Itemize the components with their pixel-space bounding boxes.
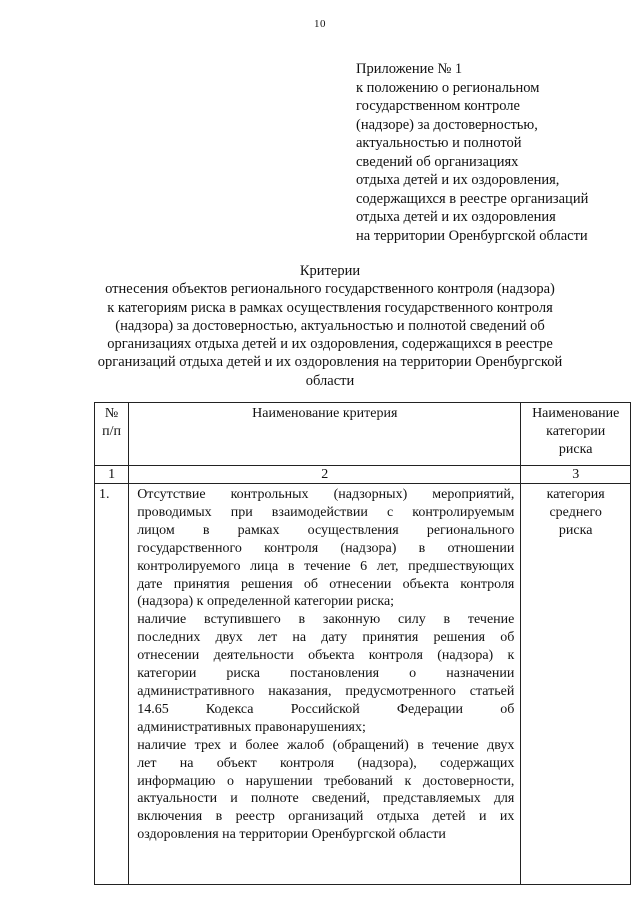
header-category-line: категории bbox=[546, 424, 606, 439]
criterion-line: административного наказания, предусмотренного статьей bbox=[137, 683, 515, 699]
criterion-text bbox=[129, 484, 521, 885]
criterion-line: административных правонарушениях; bbox=[137, 719, 366, 735]
appendix-line: к положению о региональном bbox=[356, 79, 540, 96]
appendix-line: на территории Оренбургской области bbox=[356, 227, 588, 244]
criterion-paragraph bbox=[137, 611, 514, 736]
row-number: 1. bbox=[95, 484, 129, 885]
header-category-line: риска bbox=[558, 442, 593, 457]
column-index: 3 bbox=[521, 466, 631, 484]
column-index: 1 bbox=[95, 466, 129, 484]
appendix-line: Приложение № 1 bbox=[356, 61, 463, 77]
appendix-line: актуальностью и полнотой bbox=[356, 135, 522, 151]
risk-category-line: категория bbox=[546, 487, 605, 502]
criteria-subtitle-line: области bbox=[305, 372, 355, 389]
appendix-line: сведений об организациях bbox=[356, 153, 519, 170]
appendix-line: отдыха детей и их оздоровления bbox=[356, 209, 556, 225]
criterion-line: информацию о нарушении требований к достоверности, bbox=[137, 773, 515, 789]
criterion-line: дате принятия решения об отнесении объекта контроля bbox=[137, 576, 515, 592]
header-number bbox=[95, 403, 129, 466]
criterion-line: наличие вступившего в законную силу в течение bbox=[137, 612, 515, 628]
criterion-line: Отсутствие контрольных (надзорных) мероприятий, bbox=[137, 487, 515, 502]
appendix-line: государственном контроле bbox=[356, 98, 520, 114]
header-criterion-name: Наименование критерия bbox=[129, 403, 521, 466]
criterion-line: отнесении деятельности объекта контроля (надзора) к bbox=[137, 648, 515, 664]
header-risk-category bbox=[521, 403, 631, 466]
criteria-subtitle-line: организациях отдыха детей и их оздоровления, содержащихся в реестре bbox=[107, 336, 553, 353]
criterion-line: оздоровления на территории Оренбургской области bbox=[137, 827, 446, 843]
column-index: 2 bbox=[129, 466, 521, 484]
appendix-line: содержащихся в реестре организаций bbox=[356, 190, 589, 207]
criterion-line: категории риска постановления о назначении bbox=[137, 666, 515, 682]
risk-category-line: риска bbox=[558, 523, 593, 538]
criterion-line: актуальности и полноте сведений, представляемых для bbox=[137, 791, 515, 807]
risk-category-line: среднего bbox=[549, 505, 602, 520]
criteria-title: Критерии bbox=[299, 263, 361, 279]
table-header-row bbox=[95, 403, 631, 466]
criteria-subtitle-line: (надзора) за достоверностью, актуальностью и полнотой сведений об bbox=[115, 317, 545, 334]
criterion-line: (надзора) к определенной категории риска; bbox=[137, 594, 395, 610]
risk-category bbox=[521, 484, 631, 885]
criteria-table bbox=[94, 402, 631, 885]
column-index-row bbox=[95, 466, 631, 484]
criterion-paragraph bbox=[137, 737, 514, 844]
header-number-line: п/п bbox=[102, 424, 122, 439]
page-number: 10 bbox=[314, 18, 326, 30]
criteria-subtitle-line: отнесения объектов регионального государственного контроля (надзора) bbox=[105, 281, 555, 298]
criterion-line: проводимых при взаимодействии с контролируемым bbox=[137, 504, 515, 520]
criterion-line: лицом в рамках осуществления регионального bbox=[137, 522, 515, 538]
criterion-line: 14.65 Кодекса Российской Федерации об bbox=[137, 701, 515, 717]
table-row bbox=[95, 484, 631, 885]
criteria-subtitle-line: к категориям риска в рамках осуществления государственного контроля bbox=[107, 299, 553, 316]
criterion-line: включения в реестр организаций отдыха детей и их bbox=[137, 809, 515, 825]
criterion-line: последних двух лет на дату принятия решения об bbox=[137, 630, 515, 646]
criterion-line: государственного контроля (надзора) в отношении bbox=[137, 540, 515, 556]
header-category-line: Наименование bbox=[532, 406, 620, 421]
appendix-block bbox=[356, 60, 616, 245]
appendix-line: (надзоре) за достоверностью, bbox=[356, 116, 538, 133]
criterion-line: наличие трех и более жалоб (обращений) в течение двух bbox=[137, 737, 515, 753]
header-number-line: № bbox=[104, 406, 119, 421]
criterion-paragraph bbox=[137, 486, 514, 611]
criterion-line: контролируемого лица в течение 6 лет, предшествующих bbox=[137, 558, 515, 574]
criterion-line: лет на объект контроля (надзора), содержащих bbox=[137, 755, 515, 771]
criteria-subtitle-line: организаций отдыха детей и их оздоровления на территории Оренбургской bbox=[97, 354, 563, 371]
criteria-heading bbox=[80, 262, 580, 390]
appendix-line: отдыха детей и их оздоровления, bbox=[356, 172, 560, 188]
